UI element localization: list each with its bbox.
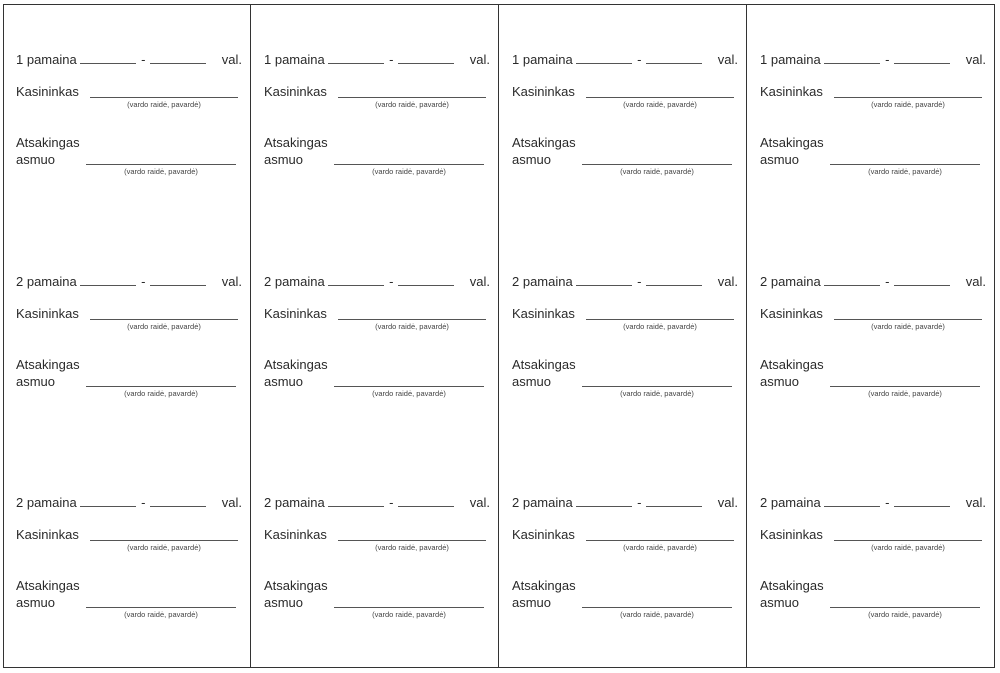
start-time-field[interactable]: [80, 274, 136, 286]
responsible-label-line1: Atsakingas: [512, 578, 576, 593]
responsible-label-line2: asmuo: [16, 374, 56, 389]
shift-section: [748, 4, 996, 204]
shift-label: 1 pamaina: [264, 52, 325, 67]
cashier-signature-field[interactable]: [90, 540, 238, 541]
shift-section: [252, 447, 500, 647]
responsible-hint: (vardo raidė, pavardė): [868, 610, 942, 619]
shift-time-row: [264, 495, 490, 511]
responsible-hint: (vardo raidė, pavardė): [124, 610, 198, 619]
unit-label: val.: [469, 274, 490, 289]
form-column-1: [4, 4, 252, 668]
cashier-label: Kasininkas: [264, 306, 327, 321]
responsible-hint: (vardo raidė, pavardė): [868, 389, 942, 398]
end-time-field[interactable]: [398, 495, 454, 507]
end-time-field[interactable]: [894, 495, 950, 507]
unit-label: val.: [717, 495, 738, 510]
responsible-hint: (vardo raidė, pavardė): [372, 389, 446, 398]
responsible-label-line1: Atsakingas: [16, 135, 80, 150]
shift-label: 1 pamaina: [760, 52, 821, 67]
responsible-label-line2: asmuo: [264, 595, 304, 610]
responsible-label-line2: asmuo: [512, 152, 552, 167]
cashier-hint: (vardo raidė, pavardė): [127, 543, 201, 552]
cashier-hint: (vardo raidė, pavardė): [871, 322, 945, 331]
responsible-signature-field[interactable]: [334, 164, 484, 165]
cashier-signature-field[interactable]: [586, 540, 734, 541]
shift-time-row: [16, 52, 242, 68]
start-time-field[interactable]: [80, 495, 136, 507]
cashier-label: Kasininkas: [264, 527, 327, 542]
responsible-label-line2: asmuo: [760, 595, 800, 610]
cashier-signature-field[interactable]: [834, 540, 982, 541]
responsible-hint: (vardo raidė, pavardė): [124, 167, 198, 176]
cashier-signature-field[interactable]: [338, 540, 486, 541]
responsible-label-line1: Atsakingas: [760, 578, 824, 593]
cashier-label: Kasininkas: [512, 84, 575, 99]
time-dash: -: [885, 495, 890, 510]
start-time-field[interactable]: [824, 52, 880, 64]
shift-time-row: [760, 495, 986, 511]
form-column-2: [252, 4, 500, 668]
responsible-signature-field[interactable]: [334, 386, 484, 387]
end-time-field[interactable]: [398, 274, 454, 286]
shift-section: [4, 447, 252, 647]
end-time-field[interactable]: [398, 52, 454, 64]
cashier-hint: (vardo raidė, pavardė): [623, 322, 697, 331]
responsible-hint: (vardo raidė, pavardė): [620, 167, 694, 176]
responsible-signature-field[interactable]: [334, 607, 484, 608]
responsible-label-line2: asmuo: [512, 374, 552, 389]
end-time-field[interactable]: [646, 274, 702, 286]
form-column-4: [748, 4, 996, 668]
start-time-field[interactable]: [824, 274, 880, 286]
cashier-label: Kasininkas: [16, 84, 79, 99]
shift-time-row: [264, 52, 490, 68]
responsible-hint: (vardo raidė, pavardė): [372, 610, 446, 619]
shift-label: 2 pamaina: [512, 274, 573, 289]
shift-time-row: [512, 274, 738, 290]
responsible-label-line1: Atsakingas: [512, 135, 576, 150]
responsible-hint: (vardo raidė, pavardė): [620, 610, 694, 619]
shift-section: [748, 226, 996, 426]
cashier-hint: (vardo raidė, pavardė): [871, 100, 945, 109]
responsible-signature-field[interactable]: [86, 386, 236, 387]
cashier-hint: (vardo raidė, pavardė): [375, 322, 449, 331]
shift-section: [748, 447, 996, 647]
shift-time-row: [512, 495, 738, 511]
cashier-signature-field[interactable]: [834, 319, 982, 320]
shift-time-row: [264, 274, 490, 290]
cashier-label: Kasininkas: [512, 527, 575, 542]
responsible-label-line1: Atsakingas: [760, 135, 824, 150]
cashier-signature-field[interactable]: [586, 319, 734, 320]
start-time-field[interactable]: [80, 52, 136, 64]
end-time-field[interactable]: [150, 52, 206, 64]
shift-section: [500, 226, 748, 426]
cashier-hint: (vardo raidė, pavardė): [375, 100, 449, 109]
end-time-field[interactable]: [646, 52, 702, 64]
responsible-label-line2: asmuo: [264, 374, 304, 389]
start-time-field[interactable]: [576, 52, 632, 64]
time-dash: -: [141, 495, 146, 510]
shift-section: [500, 447, 748, 647]
cashier-label: Kasininkas: [264, 84, 327, 99]
responsible-signature-field[interactable]: [86, 607, 236, 608]
responsible-label-line1: Atsakingas: [16, 357, 80, 372]
responsible-hint: (vardo raidė, pavardė): [372, 167, 446, 176]
responsible-signature-field[interactable]: [86, 164, 236, 165]
shift-label: 2 pamaina: [760, 495, 821, 510]
shift-section: [4, 226, 252, 426]
responsible-signature-field[interactable]: [830, 386, 980, 387]
unit-label: val.: [221, 495, 242, 510]
end-time-field[interactable]: [894, 52, 950, 64]
start-time-field[interactable]: [328, 52, 384, 64]
cashier-label: Kasininkas: [760, 84, 823, 99]
end-time-field[interactable]: [150, 495, 206, 507]
end-time-field[interactable]: [646, 495, 702, 507]
unit-label: val.: [221, 52, 242, 67]
unit-label: val.: [717, 52, 738, 67]
responsible-signature-field[interactable]: [830, 607, 980, 608]
cashier-label: Kasininkas: [16, 527, 79, 542]
responsible-label-line2: asmuo: [264, 152, 304, 167]
cashier-label: Kasininkas: [16, 306, 79, 321]
time-dash: -: [637, 495, 642, 510]
shift-time-row: [512, 52, 738, 68]
responsible-label-line2: asmuo: [16, 595, 56, 610]
time-dash: -: [389, 52, 394, 67]
cashier-hint: (vardo raidė, pavardė): [127, 322, 201, 331]
shift-label: 2 pamaina: [760, 274, 821, 289]
start-time-field[interactable]: [328, 495, 384, 507]
time-dash: -: [885, 274, 890, 289]
shift-label: 1 pamaina: [16, 52, 77, 67]
cashier-hint: (vardo raidė, pavardė): [375, 543, 449, 552]
shift-label: 2 pamaina: [512, 495, 573, 510]
shift-label: 2 pamaina: [264, 274, 325, 289]
cashier-label: Kasininkas: [760, 306, 823, 321]
responsible-signature-field[interactable]: [582, 386, 732, 387]
start-time-field[interactable]: [576, 495, 632, 507]
time-dash: -: [141, 274, 146, 289]
unit-label: val.: [469, 495, 490, 510]
responsible-signature-field[interactable]: [582, 607, 732, 608]
responsible-label-line1: Atsakingas: [264, 135, 328, 150]
time-dash: -: [637, 52, 642, 67]
shift-section: [500, 4, 748, 204]
responsible-label-line2: asmuo: [760, 152, 800, 167]
cashier-signature-field[interactable]: [338, 97, 486, 98]
responsible-label-line2: asmuo: [760, 374, 800, 389]
shift-section: [252, 4, 500, 204]
shift-section: [4, 4, 252, 204]
shift-time-row: [16, 495, 242, 511]
unit-label: val.: [965, 495, 986, 510]
cashier-signature-field[interactable]: [90, 97, 238, 98]
end-time-field[interactable]: [894, 274, 950, 286]
cashier-hint: (vardo raidė, pavardė): [623, 543, 697, 552]
unit-label: val.: [965, 52, 986, 67]
cashier-label: Kasininkas: [760, 527, 823, 542]
unit-label: val.: [221, 274, 242, 289]
unit-label: val.: [469, 52, 490, 67]
responsible-hint: (vardo raidė, pavardė): [124, 389, 198, 398]
responsible-signature-field[interactable]: [830, 164, 980, 165]
shift-label: 1 pamaina: [512, 52, 573, 67]
shift-time-row: [760, 274, 986, 290]
shift-label: 2 pamaina: [264, 495, 325, 510]
responsible-label-line1: Atsakingas: [264, 578, 328, 593]
responsible-label-line1: Atsakingas: [760, 357, 824, 372]
cashier-label: Kasininkas: [512, 306, 575, 321]
time-dash: -: [141, 52, 146, 67]
time-dash: -: [389, 495, 394, 510]
time-dash: -: [389, 274, 394, 289]
responsible-label-line1: Atsakingas: [16, 578, 80, 593]
cashier-hint: (vardo raidė, pavardė): [623, 100, 697, 109]
responsible-hint: (vardo raidė, pavardė): [868, 167, 942, 176]
start-time-field[interactable]: [328, 274, 384, 286]
responsible-signature-field[interactable]: [582, 164, 732, 165]
cashier-signature-field[interactable]: [586, 97, 734, 98]
responsible-hint: (vardo raidė, pavardė): [620, 389, 694, 398]
cashier-signature-field[interactable]: [90, 319, 238, 320]
responsible-label-line1: Atsakingas: [512, 357, 576, 372]
shift-time-row: [16, 274, 242, 290]
cashier-hint: (vardo raidė, pavardė): [127, 100, 201, 109]
shift-label: 2 pamaina: [16, 274, 77, 289]
responsible-label-line2: asmuo: [512, 595, 552, 610]
end-time-field[interactable]: [150, 274, 206, 286]
responsible-label-line2: asmuo: [16, 152, 56, 167]
start-time-field[interactable]: [824, 495, 880, 507]
responsible-label-line1: Atsakingas: [264, 357, 328, 372]
cashier-signature-field[interactable]: [338, 319, 486, 320]
form-column-3: [500, 4, 748, 668]
shift-section: [252, 226, 500, 426]
time-dash: -: [885, 52, 890, 67]
cashier-signature-field[interactable]: [834, 97, 982, 98]
shift-time-row: [760, 52, 986, 68]
time-dash: -: [637, 274, 642, 289]
unit-label: val.: [717, 274, 738, 289]
cashier-hint: (vardo raidė, pavardė): [871, 543, 945, 552]
start-time-field[interactable]: [576, 274, 632, 286]
shift-label: 2 pamaina: [16, 495, 77, 510]
unit-label: val.: [965, 274, 986, 289]
